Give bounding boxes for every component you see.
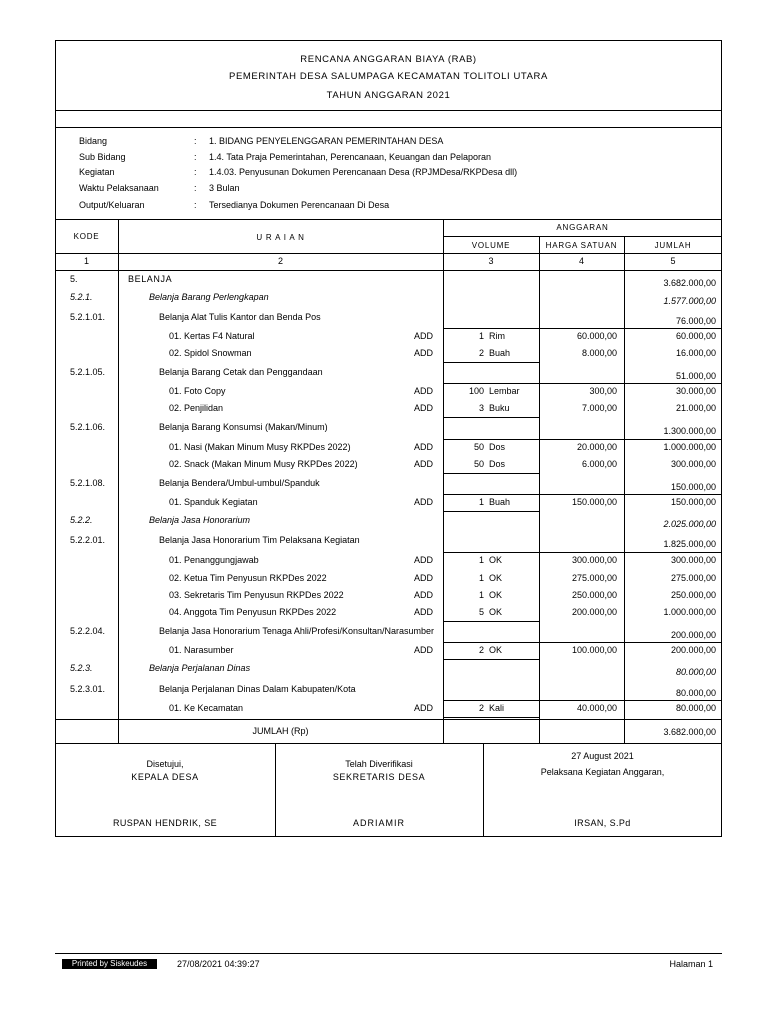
row-harga-satuan: 7.000,00 xyxy=(581,403,617,413)
row-source-add: ADD xyxy=(414,645,434,655)
row-volume-unit: Buah xyxy=(489,497,511,507)
row-jumlah: 51.000,00 xyxy=(675,371,716,381)
row-uraian: Belanja Barang Cetak dan Penggandaan xyxy=(159,367,323,377)
total-label: JUMLAH (Rp) xyxy=(252,726,309,736)
info-value: 1.4. Tata Praja Pemerintahan, Perencanaan, Keuangan dan Pelaporan xyxy=(209,152,492,162)
row-uraian: 02. Penjilidan xyxy=(169,403,224,413)
row-jumlah: 300.000,00 xyxy=(670,459,716,469)
row-kode: 5.2.2.04. xyxy=(70,626,106,636)
header-harga-satuan: HARGA SATUAN xyxy=(545,241,618,250)
row-volume-unit: Kali xyxy=(489,703,505,713)
row-volume-qty: 100 xyxy=(468,386,484,396)
row-volume-unit: OK xyxy=(489,573,503,583)
row-source-add: ADD xyxy=(414,555,434,565)
row-volume-qty: 1 xyxy=(478,497,484,507)
info-value: Tersedianya Dokumen Perencanaan Di Desa xyxy=(209,200,390,210)
row-jumlah: 1.577.000,00 xyxy=(663,296,716,306)
row-jumlah: 76.000,00 xyxy=(675,316,716,326)
row-volume-qty: 50 xyxy=(473,442,484,452)
col-number-5: 5 xyxy=(670,256,676,266)
sign-left-role: KEPALA DESA xyxy=(131,772,199,782)
row-source-add: ADD xyxy=(414,590,434,600)
row-kode: 5.2.1. xyxy=(70,292,93,302)
row-uraian: Belanja Perjalanan Dinas Dalam Kabupaten/Kota xyxy=(159,684,356,694)
info-value: 1.4.03. Penyusunan Dokumen Perencanaan Desa (RPJMDesa/RKPDesa dll) xyxy=(209,167,518,177)
row-jumlah: 150.000,00 xyxy=(670,497,716,507)
row-volume-qty: 2 xyxy=(478,645,484,655)
row-jumlah: 150.000,00 xyxy=(670,482,716,492)
row-volume-unit: Rim xyxy=(489,331,505,341)
sign-mid-name: ADRIAMIR xyxy=(352,818,405,828)
info-label: Waktu Pelaksanaan xyxy=(79,183,159,193)
header-jumlah: JUMLAH xyxy=(654,241,692,250)
row-uraian: Belanja Perjalanan Dinas xyxy=(149,663,251,673)
row-uraian: 01. Spanduk Kegiatan xyxy=(169,497,258,507)
row-uraian: 01. Kertas F4 Natural xyxy=(169,331,255,341)
row-harga-satuan: 40.000,00 xyxy=(576,703,617,713)
row-source-add: ADD xyxy=(414,703,434,713)
row-jumlah: 1.000.000,00 xyxy=(663,607,716,617)
row-uraian: Belanja Jasa Honorarium xyxy=(149,515,251,525)
row-volume-unit: Dos xyxy=(489,442,506,452)
info-label: Output/Keluaran xyxy=(79,200,145,210)
row-jumlah: 2.025.000,00 xyxy=(663,519,716,529)
row-volume-unit: Buku xyxy=(489,403,510,413)
header-kode: KODE xyxy=(73,232,100,241)
row-jumlah: 30.000,00 xyxy=(675,386,716,396)
row-jumlah: 80.000,00 xyxy=(675,667,716,677)
header-uraian: U R A I A N xyxy=(256,233,305,242)
row-volume-qty: 1 xyxy=(478,331,484,341)
row-kode: 5.2.3.01. xyxy=(70,684,106,694)
title-rab: RENCANA ANGGARAN BIAYA (RAB) xyxy=(300,54,477,65)
info-colon: : xyxy=(194,152,197,162)
row-source-add: ADD xyxy=(414,459,434,469)
sign-left-name: RUSPAN HENDRIK, SE xyxy=(112,818,218,828)
row-harga-satuan: 300,00 xyxy=(589,386,617,396)
info-label: Kegiatan xyxy=(79,167,115,177)
row-uraian: 01. Penanggungjawab xyxy=(169,555,259,565)
row-volume-unit: OK xyxy=(489,590,503,600)
row-kode: 5.2.1.01. xyxy=(70,312,106,322)
row-source-add: ADD xyxy=(414,573,434,583)
col-number-1: 1 xyxy=(83,256,89,266)
row-harga-satuan: 60.000,00 xyxy=(576,331,617,341)
row-uraian: Belanja Alat Tulis Kantor dan Benda Pos xyxy=(159,312,321,322)
row-volume-qty: 1 xyxy=(478,590,484,600)
row-harga-satuan: 275.000,00 xyxy=(571,573,617,583)
row-volume-qty: 5 xyxy=(478,607,484,617)
row-volume-unit: Buah xyxy=(489,348,511,358)
row-uraian: Belanja Bendera/Umbul-umbul/Spanduk xyxy=(159,478,320,488)
sign-right-role: Pelaksana Kegiatan Anggaran, xyxy=(540,767,665,777)
footer-rule xyxy=(55,953,722,954)
row-volume-unit: OK xyxy=(489,555,503,565)
row-uraian: 02. Snack (Makan Minum Musy RKPDes 2022) xyxy=(169,459,358,469)
row-source-add: ADD xyxy=(414,348,434,358)
row-source-add: ADD xyxy=(414,331,434,341)
row-jumlah: 21.000,00 xyxy=(675,403,716,413)
row-kode: 5.2.1.06. xyxy=(70,422,106,432)
header-volume: VOLUME xyxy=(471,241,511,250)
row-harga-satuan: 100.000,00 xyxy=(571,645,617,655)
row-source-add: ADD xyxy=(414,607,434,617)
row-harga-satuan: 200.000,00 xyxy=(571,607,617,617)
row-source-add: ADD xyxy=(414,497,434,507)
row-jumlah: 250.000,00 xyxy=(670,590,716,600)
row-volume-qty: 50 xyxy=(473,459,484,469)
row-jumlah: 80.000,00 xyxy=(675,688,716,698)
title-tahun-anggaran: TAHUN ANGGARAN 2021 xyxy=(326,90,451,101)
info-value: 1. BIDANG PENYELENGGARAN PEMERINTAHAN DESA xyxy=(209,136,444,146)
row-jumlah: 200.000,00 xyxy=(670,645,716,655)
print-datetime: 27/08/2021 04:39:27 xyxy=(177,959,260,969)
row-harga-satuan: 8.000,00 xyxy=(581,348,617,358)
sign-right-date: 27 August 2021 xyxy=(571,751,634,761)
header-anggaran: ANGGARAN xyxy=(556,223,609,232)
row-jumlah: 200.000,00 xyxy=(670,630,716,640)
printed-by-badge: Printed by Siskeudes xyxy=(62,959,157,969)
row-uraian: 01. Narasumber xyxy=(169,645,234,655)
row-harga-satuan: 6.000,00 xyxy=(581,459,617,469)
row-kode: 5.2.3. xyxy=(70,663,93,673)
row-volume-unit: OK xyxy=(489,607,503,617)
total-value: 3.682.000,00 xyxy=(663,727,716,737)
row-kode: 5.2.2. xyxy=(70,515,93,525)
row-harga-satuan: 300.000,00 xyxy=(571,555,617,565)
col-number-2: 2 xyxy=(277,256,283,266)
row-volume-unit: Lembar xyxy=(489,386,520,396)
info-colon: : xyxy=(194,200,197,210)
row-jumlah: 16.000,00 xyxy=(675,348,716,358)
row-volume-unit: Dos xyxy=(489,459,506,469)
info-value: 3 Bulan xyxy=(209,183,240,193)
row-uraian: 04. Anggota Tim Penyusun RKPDes 2022 xyxy=(169,607,337,617)
row-jumlah: 275.000,00 xyxy=(670,573,716,583)
row-uraian: 01. Ke Kecamatan xyxy=(169,703,244,713)
row-jumlah: 60.000,00 xyxy=(675,331,716,341)
row-jumlah: 1.825.000,00 xyxy=(663,539,716,549)
info-colon: : xyxy=(194,167,197,177)
row-uraian: 01. Nasi (Makan Minum Musy RKPDes 2022) xyxy=(169,442,351,452)
row-kode: 5.2.1.05. xyxy=(70,367,106,377)
row-volume-unit: OK xyxy=(489,645,503,655)
row-volume-qty: 2 xyxy=(478,703,484,713)
row-jumlah: 300.000,00 xyxy=(670,555,716,565)
sign-right-name: IRSAN, S.Pd xyxy=(574,818,631,828)
row-harga-satuan: 150.000,00 xyxy=(571,497,617,507)
row-source-add: ADD xyxy=(414,403,434,413)
row-volume-qty: 1 xyxy=(478,555,484,565)
row-uraian: 01. Foto Copy xyxy=(169,386,226,396)
info-label: Sub Bidang xyxy=(79,152,126,162)
sign-mid-line1: Telah Diverifikasi xyxy=(345,759,413,769)
row-uraian: Belanja Jasa Honorarium Tenaga Ahli/Profesi/Konsultan/Narasumber xyxy=(159,626,434,636)
row-kode: 5.2.1.08. xyxy=(70,478,106,488)
col-number-3: 3 xyxy=(488,256,494,266)
info-colon: : xyxy=(194,136,197,146)
sign-mid-role: SEKRETARIS DESA xyxy=(332,772,426,782)
title-pemerintah-desa: PEMERINTAH DESA SALUMPAGA KECAMATAN TOLITOLI UTARA xyxy=(229,71,548,82)
row-harga-satuan: 20.000,00 xyxy=(576,442,617,452)
row-harga-satuan: 250.000,00 xyxy=(571,590,617,600)
row-source-add: ADD xyxy=(414,442,434,452)
row-volume-qty: 1 xyxy=(478,573,484,583)
row-jumlah: 1.300.000,00 xyxy=(663,426,716,436)
row-jumlah: 80.000,00 xyxy=(675,703,716,713)
row-source-add: ADD xyxy=(414,386,434,396)
sign-left-line1: Disetujui, xyxy=(146,759,184,769)
row-uraian: Belanja Barang Konsumsi (Makan/Minum) xyxy=(159,422,328,432)
row-uraian: Belanja Jasa Honorarium Tim Pelaksana Kegiatan xyxy=(159,535,360,545)
row-uraian: BELANJA xyxy=(128,274,173,284)
row-uraian: 02. Ketua Tim Penyusun RKPDes 2022 xyxy=(169,573,327,583)
row-volume-qty: 3 xyxy=(478,403,484,413)
col-number-4: 4 xyxy=(578,256,584,266)
row-kode: 5. xyxy=(70,274,78,284)
row-jumlah: 3.682.000,00 xyxy=(663,278,716,288)
row-jumlah: 1.000.000,00 xyxy=(663,442,716,452)
info-colon: : xyxy=(194,183,197,193)
row-uraian: Belanja Barang Perlengkapan xyxy=(149,292,269,302)
row-kode: 5.2.2.01. xyxy=(70,535,106,545)
row-uraian: 03. Sekretaris Tim Penyusun RKPDes 2022 xyxy=(169,590,344,600)
info-label: Bidang xyxy=(79,136,108,146)
page-number: Halaman 1 xyxy=(669,959,713,969)
row-volume-qty: 2 xyxy=(478,348,484,358)
row-uraian: 02. Spidol Snowman xyxy=(169,348,252,358)
